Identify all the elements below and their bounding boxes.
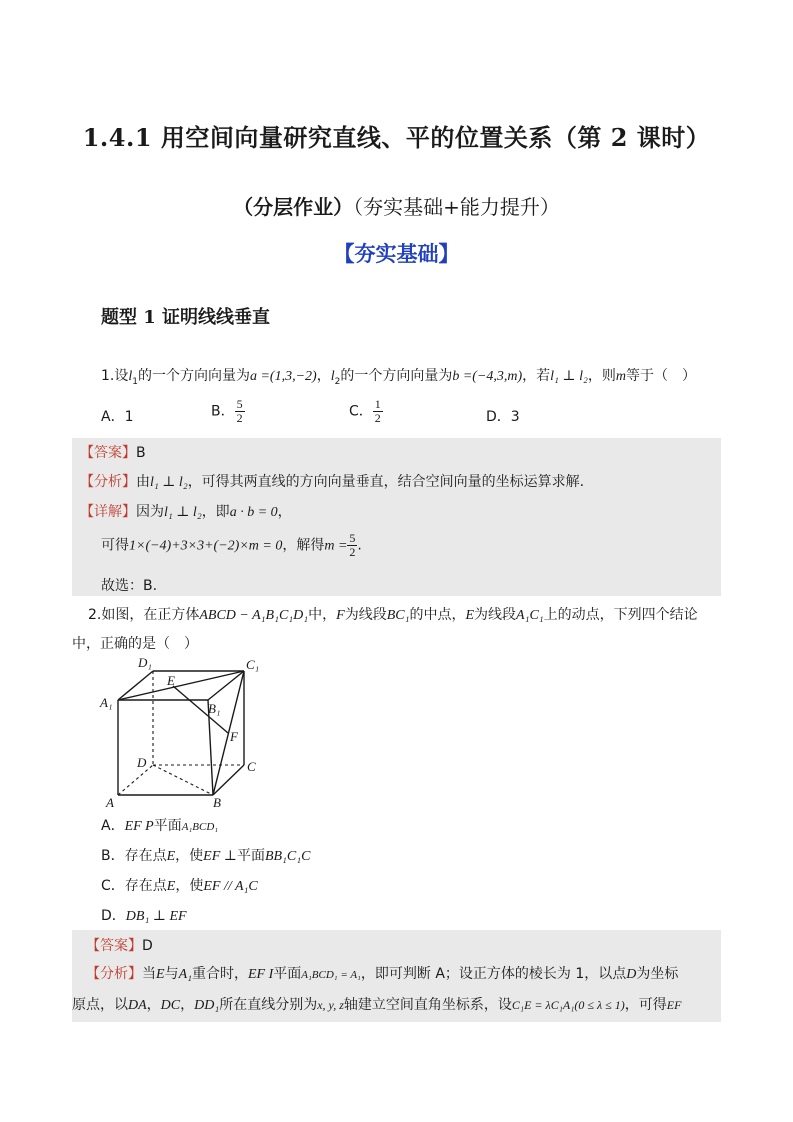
- vector-a: a =(1,3,−2): [249, 369, 317, 384]
- q1-answer: 【答案】B: [80, 445, 146, 461]
- fraction: $\frac{5}{2}$: [349, 531, 356, 559]
- page-title: 1.4.1 用空间向量研究直线、平的位置关系（第 2 课时）: [82, 123, 711, 152]
- subtitle-normal: （夯实基础+能力提升）: [353, 195, 560, 219]
- label-d1: D₁: [138, 655, 152, 670]
- label-e: E: [167, 673, 175, 688]
- q1-option-b[interactable]: B． $\frac{5}{2}$: [211, 397, 243, 425]
- fraction: $\frac{1}{2}$: [374, 397, 381, 425]
- label-c1: C₁: [246, 657, 260, 672]
- q1-option-a[interactable]: A．1: [101, 409, 134, 425]
- edge-b-c: [213, 765, 244, 795]
- label-a: A: [106, 795, 114, 810]
- cube-figure: [96, 655, 266, 811]
- subtitle-bold: （分层作业）: [233, 195, 354, 219]
- q2-option-c[interactable]: C．存在点E，使EF // A₁C: [101, 878, 258, 894]
- q2-stem-line1: 2.如图，在正方体ABCD − A₁B₁C₁D₁中，F为线段BC₁的中点，E为线段A₁C₁上的动点，下列四个结论: [88, 607, 698, 623]
- q2-analysis-line1: 【分析】当E与A₁重合时，EF I平面A₁BCD₁ = A₁，即可判断 A；设正方体的棱长为 1，以点D为坐标: [86, 966, 679, 982]
- section-heading: 【夯实基础】: [333, 241, 460, 266]
- label-f: F: [230, 729, 238, 744]
- question-type-heading: 题型 1 证明线线垂直: [101, 307, 271, 328]
- q1-stem: 1.设$l_1$的一个方向向量为a =(1,3,−2)，$l_2$的一个方向向量为b =(−4,3,m)，若l₁ ⊥ l₂，则m等于（ ）: [101, 368, 696, 387]
- vector-b: b =(−4,3,m): [452, 369, 523, 384]
- q2-answer: 【答案】D: [86, 938, 153, 954]
- q1-choose: 故选：B.: [101, 578, 158, 594]
- q2-stem-line2: 中，正确的是（ ）: [72, 636, 198, 652]
- q2-option-b[interactable]: B．存在点E，使EF ⊥平面BB₁C₁C: [101, 848, 311, 864]
- hidden-edge-a-d: [118, 765, 153, 795]
- fraction: $\frac{5}{2}$: [236, 397, 243, 425]
- q1-option-d[interactable]: D．3: [486, 409, 520, 425]
- q1-option-c[interactable]: C． $\frac{1}{2}$: [349, 397, 381, 425]
- page-subtitle: [0, 191, 793, 220]
- label-b1: B₁: [208, 701, 221, 716]
- label-b: B: [213, 795, 221, 810]
- diagonal-b-c1: [213, 671, 244, 795]
- label-a1: A₁: [100, 695, 113, 710]
- label-d: D: [137, 755, 147, 770]
- q2-analysis-line2: 原点，以DA，DC，DD₁所在直线分别为x, y, z轴建立空间直角坐标系，设C₁E = λC₁A₁(0 ≤ λ ≤ 1)，可得EF: [72, 997, 682, 1013]
- q2-option-d[interactable]: D．DB₁ ⊥ EF: [101, 908, 187, 924]
- q1-calculation: 可得1×(−4)+3×3+(−2)×m = 0，解得m = $\frac{5}{2}$ .: [101, 531, 362, 559]
- q1-analysis: 【分析】由l₁ ⊥ l₂，可得其两直线的方向向量垂直，结合空间向量的坐标运算求解.: [80, 474, 585, 490]
- hidden-edge-d-b: [153, 765, 213, 795]
- q2-option-a[interactable]: A．EF P平面A₁BCD₁: [101, 818, 219, 834]
- q1-detail: 【详解】因为l₁ ⊥ l₂，即a · b = 0，: [80, 504, 292, 520]
- label-c: C: [247, 759, 256, 774]
